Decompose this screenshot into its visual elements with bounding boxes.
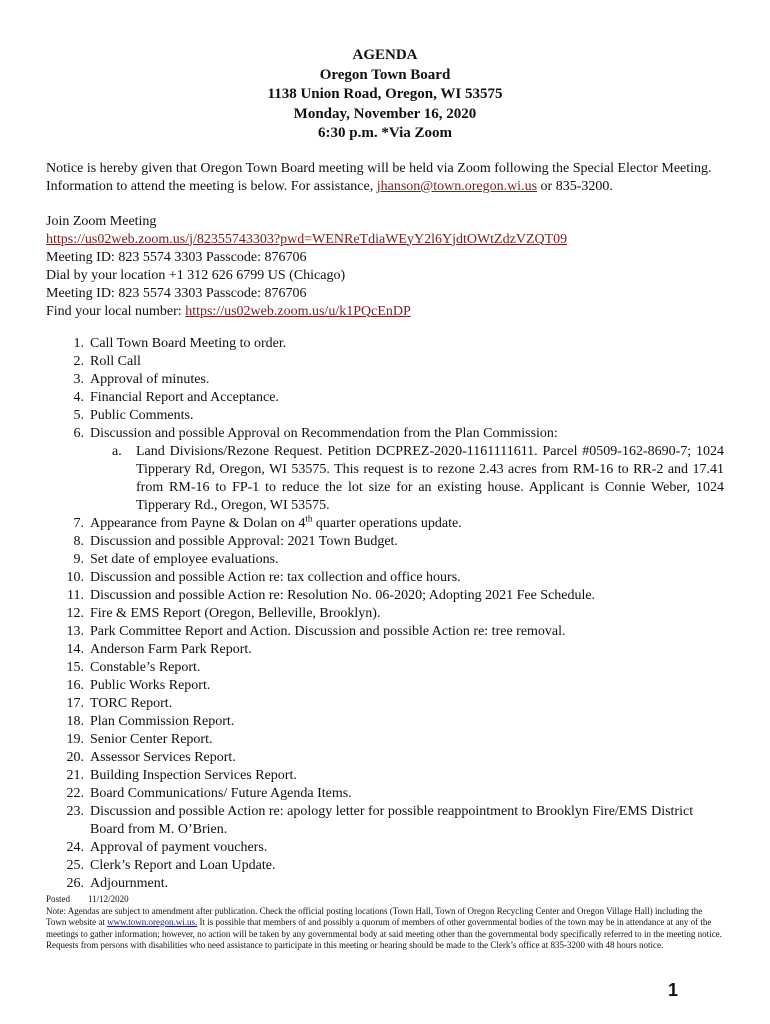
agenda-item bbox=[46, 785, 724, 803]
zoom-local-number bbox=[46, 303, 724, 321]
item-number: 3. bbox=[73, 371, 84, 387]
item-number: 18. bbox=[66, 713, 84, 729]
item-text: Discussion and possible Action re: apology letter for possible reappointment to Brooklyn Fire/EMS District Board from M. O’Brien. bbox=[90, 803, 694, 837]
item-number: 4. bbox=[73, 389, 84, 405]
zoom-local-number-link[interactable]: https://us02web.zoom.us/u/k1PQcEnDP bbox=[185, 303, 411, 319]
item-number: 6. bbox=[73, 425, 84, 441]
item-number: 12. bbox=[66, 605, 84, 621]
item-text: Board Communications/ Future Agenda Items. bbox=[90, 785, 352, 801]
agenda-item bbox=[46, 569, 724, 587]
item-text: Discussion and possible Action re: tax collection and office hours. bbox=[90, 569, 461, 585]
notice-phone-text: or 835-3200. bbox=[537, 178, 613, 194]
footer-note bbox=[46, 906, 724, 952]
item-text: Building Inspection Services Report. bbox=[90, 767, 297, 783]
agenda-item bbox=[46, 605, 724, 623]
item-text: Assessor Services Report. bbox=[90, 749, 236, 765]
note-text: Note: Agendas are subject to amendment after publication. Check the official posting locations (Town Hall, Town of Oregon Recycling Center and Oregon Village Hall) including the Town website at bbox=[46, 905, 703, 927]
header-time: 6:30 p.m. *Via Zoom bbox=[317, 125, 453, 141]
item-number: 2. bbox=[73, 353, 84, 369]
item-number: 16. bbox=[66, 677, 84, 693]
assistance-email-link[interactable]: jhanson@town.oregon.wi.us bbox=[376, 178, 538, 194]
town-website-link[interactable]: www.town.oregon.wi.us. bbox=[107, 917, 198, 927]
item-text: Discussion and possible Approval: 2021 Town Budget. bbox=[90, 533, 398, 549]
agenda-item bbox=[46, 839, 724, 857]
item-text: Discussion and possible Action re: Resolution No. 06-2020; Adopting 2021 Fee Schedule. bbox=[90, 587, 596, 603]
zoom-dial-in: Dial by your location +1 312 626 6799 US (Chicago) bbox=[46, 267, 346, 283]
item-text: Plan Commission Report. bbox=[90, 713, 235, 729]
item-text: Call Town Board Meeting to order. bbox=[90, 335, 287, 351]
agenda-item bbox=[46, 407, 724, 425]
header-title: AGENDA bbox=[352, 47, 418, 63]
notice-text: Notice is hereby given that Oregon Town Board meeting will be held via Zoom following the Special Elector Meeting. Information to attend the meeting is below. For assistance, bbox=[46, 160, 712, 194]
item-number: 20. bbox=[66, 749, 84, 765]
item-number: 24. bbox=[66, 839, 84, 855]
item-number: 10. bbox=[66, 569, 84, 585]
agenda-item bbox=[46, 371, 724, 389]
agenda-item bbox=[46, 659, 724, 677]
agenda-item bbox=[46, 641, 724, 659]
agenda-item bbox=[46, 425, 724, 515]
page-number: 1 bbox=[667, 980, 678, 1000]
item-text: Senior Center Report. bbox=[90, 731, 213, 747]
agenda-item bbox=[46, 767, 724, 785]
item-number: 7. bbox=[73, 515, 84, 531]
zoom-info bbox=[46, 213, 724, 321]
agenda-item bbox=[46, 353, 724, 371]
item-number: 9. bbox=[73, 551, 84, 567]
item-number: 8. bbox=[73, 533, 84, 549]
item-text: Constable’s Report. bbox=[90, 659, 201, 675]
zoom-meeting-id: Meeting ID: 823 5574 3303 Passcode: 876706 bbox=[46, 249, 307, 265]
posted-date: 11/12/2020 bbox=[88, 893, 129, 904]
item-number: 26. bbox=[66, 875, 84, 891]
item-number: 13. bbox=[66, 623, 84, 639]
agenda-header bbox=[46, 46, 724, 144]
item-text: Set date of employee evaluations. bbox=[90, 551, 279, 567]
agenda-item bbox=[46, 803, 724, 839]
zoom-meeting-link[interactable]: https://us02web.zoom.us/j/82355743303?pwd=WENReTdiaWEyY2l6YjdtOWtZdzVZQT09 bbox=[46, 231, 568, 247]
item-number: 22. bbox=[66, 785, 84, 801]
item-number: 5. bbox=[73, 407, 84, 423]
subitem-text: Land Divisions/Rezone Request. Petition DCPREZ-2020-1161111611. Parcel #0509-162-8690-7; 1024 Tipperary Rd, Oregon, WI 53575. This request is to rezone 2.43 acres from RM-16 to RR-2 and 17.41 from RM-16 to FP-1 to reduce the lot size for an existing house. Applicant is Connie Weber, 1024 Tipperary Rd., Oregon, WI 53575. bbox=[136, 443, 724, 513]
agenda-item bbox=[46, 551, 724, 569]
agenda-item bbox=[46, 512, 724, 533]
item-text: Anderson Farm Park Report. bbox=[90, 641, 252, 657]
item-text: Discussion and possible Approval on Recommendation from the Plan Commission: bbox=[90, 425, 558, 441]
header-board-name: Oregon Town Board bbox=[319, 66, 451, 83]
agenda-item bbox=[46, 749, 724, 767]
item-number: 19. bbox=[66, 731, 84, 747]
posted-line bbox=[46, 894, 724, 905]
item-text: Financial Report and Acceptance. bbox=[90, 389, 279, 405]
item-text: Appearance from Payne & Dolan on 4th quarter operations update. bbox=[90, 512, 462, 531]
zoom-meeting-id-repeat: Meeting ID: 823 5574 3303 Passcode: 876706 bbox=[46, 285, 307, 301]
item-number: 14. bbox=[66, 641, 84, 657]
meeting-notice bbox=[46, 160, 724, 196]
header-date: Monday, November 16, 2020 bbox=[293, 105, 477, 122]
item-number: 21. bbox=[66, 767, 84, 783]
header-address: 1138 Union Road, Oregon, WI 53575 bbox=[267, 86, 503, 102]
item-text: Adjournment. bbox=[90, 875, 169, 891]
item-text: Fire & EMS Report (Oregon, Belleville, Brooklyn). bbox=[90, 605, 381, 621]
agenda-item bbox=[46, 533, 724, 551]
item-number: 11. bbox=[67, 587, 84, 603]
note-text-continued: It is possible that members of and possibly a quorum of members of other governmental bodies of the town may be in attendance at any of the meetings to gather information; however, no action will be taken by any governmental body at said meeting other than the governmental body specifically referred to in the meeting notice. Requests from persons with disabilities who need assistance to participate in this meeting or hearing should be made to the Clerk’s office at 835-3200 with 48 hours notice. bbox=[46, 917, 722, 950]
posted-label: Posted bbox=[46, 893, 71, 904]
item-text: Roll Call bbox=[90, 353, 141, 369]
subitem-letter: a. bbox=[112, 443, 122, 459]
agenda-items-list bbox=[46, 335, 724, 893]
agenda-subitem bbox=[90, 443, 724, 515]
zoom-join-label: Join Zoom Meeting bbox=[46, 213, 157, 229]
ordinal-superscript: th bbox=[305, 512, 313, 523]
agenda-item bbox=[46, 713, 724, 731]
item-number: 15. bbox=[66, 659, 84, 675]
agenda-item bbox=[46, 731, 724, 749]
agenda-item bbox=[46, 695, 724, 713]
item-text: TORC Report. bbox=[90, 695, 173, 711]
item-text: Public Comments. bbox=[90, 407, 194, 423]
item-text: Approval of payment vouchers. bbox=[90, 839, 268, 855]
zoom-local-label: Find your local number: bbox=[46, 303, 186, 319]
agenda-item bbox=[46, 623, 724, 641]
item-number: 23. bbox=[66, 803, 84, 819]
item-text: Approval of minutes. bbox=[90, 371, 210, 387]
item-number: 17. bbox=[66, 695, 84, 711]
agenda-item bbox=[46, 587, 724, 605]
item-number: 1. bbox=[73, 335, 84, 351]
agenda-item bbox=[46, 857, 724, 875]
item-text: Clerk’s Report and Loan Update. bbox=[90, 857, 276, 873]
item-text: Public Works Report. bbox=[90, 677, 211, 693]
agenda-item bbox=[46, 875, 724, 893]
item-text: Park Committee Report and Action. Discussion and possible Action re: tree removal. bbox=[90, 623, 566, 639]
agenda-item bbox=[46, 389, 724, 407]
agenda-item bbox=[46, 677, 724, 695]
item-number: 25. bbox=[66, 857, 84, 873]
agenda-item bbox=[46, 335, 724, 353]
